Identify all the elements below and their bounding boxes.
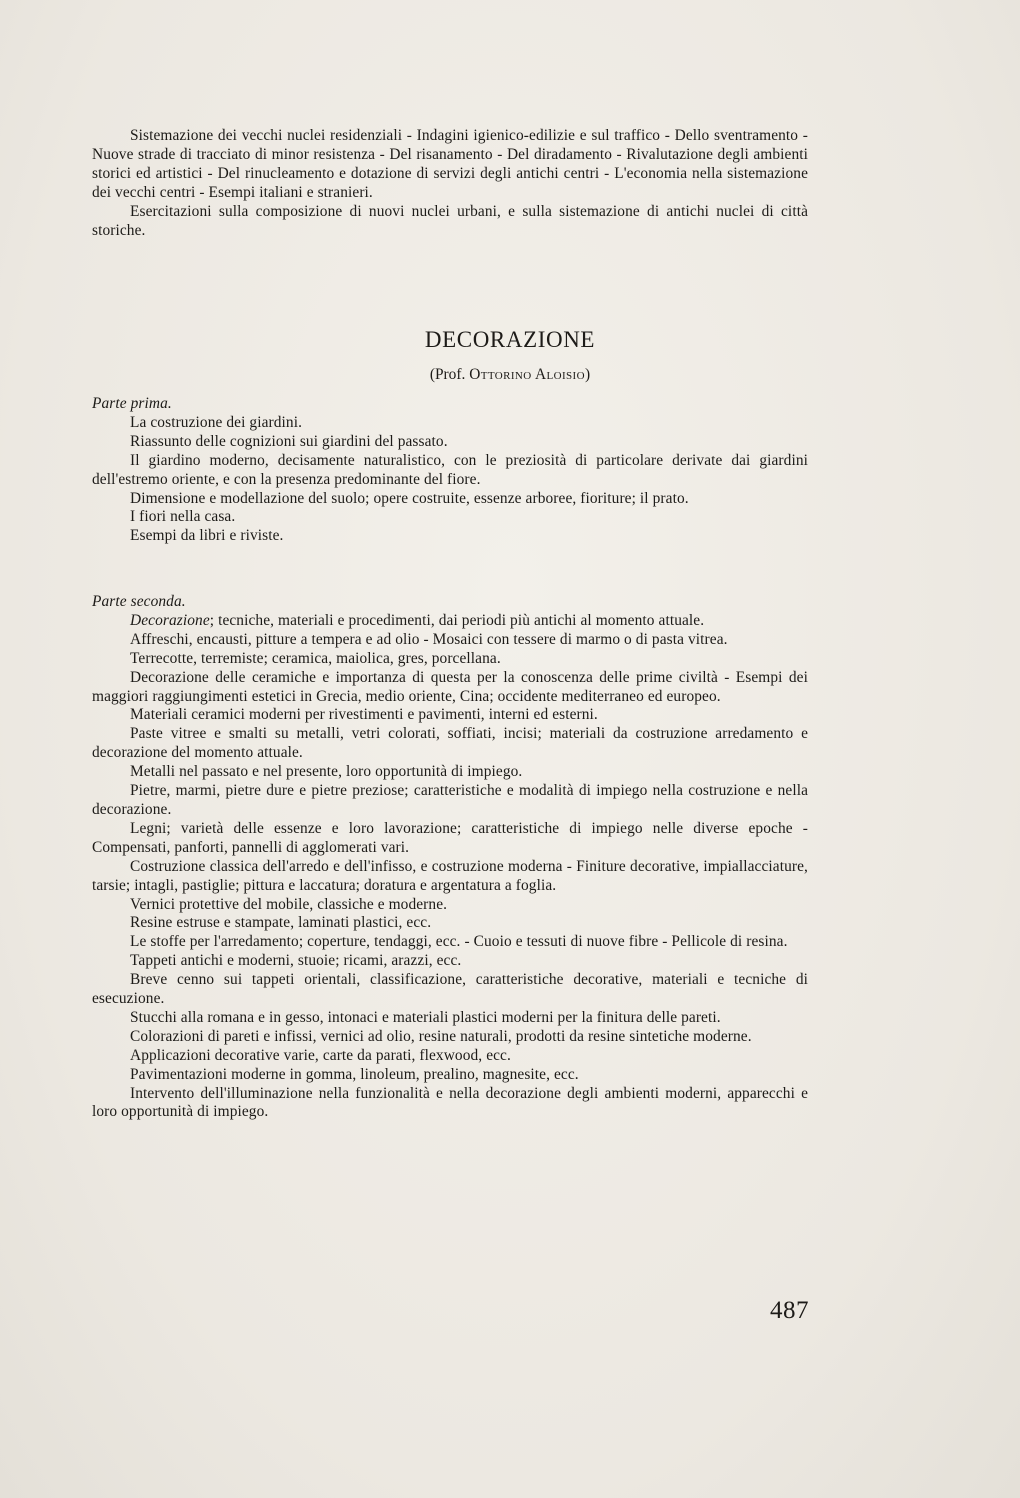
- list-item: Pavimentazioni moderne in gomma, linoleum, prealino, magnesite, ecc.: [130, 1065, 579, 1083]
- list-item: Pietre, marmi, pietre dure e pietre preziose; caratteristiche e modalità di impiego nella costruzione e nella decorazione.: [92, 782, 808, 818]
- list-item: Applicazioni decorative varie, carte da parati, flexwood, ecc.: [130, 1046, 511, 1064]
- list-item: Riassunto delle cognizioni sui giardini del passato.: [130, 432, 448, 450]
- list-item: Le stoffe per l'arredamento; coperture, tendaggi, ecc. - Cuoio e tessuti di nuove fibre - Pellicole di resina.: [130, 933, 788, 951]
- professor-name: Ottorino Aloisio: [469, 366, 585, 383]
- list-item: Paste vitree e smalti su metalli, vetri colorati, soffiati, incisi; materiali da costruzione arredamento e decorazione del momento attuale.: [92, 725, 808, 762]
- intro-text: [92, 127, 808, 240]
- section-title: DECORAZIONE: [424, 327, 596, 352]
- intro-paragraph: Sistemazione dei vecchi nuclei residenziali - Indagini igienico-edilizie e sul traffico - Dello sventramento - Nuove strade di tracciato di minor resistenza - Del risanamento - Del diradamento - Rivalutazione degli ambienti storici ed artistici - Del rinucleamento e dotazione di servizi degli antichi centri - L'economia nella sistemazione dei vecchi centri - Esempi italiani e stranieri.: [92, 127, 808, 201]
- list-item: Legni; varietà delle essenze e loro lavorazione; caratteristiche di impiego nelle diverse epoche - Compensati, panforti, pannelli di agglomerati vari.: [92, 819, 808, 856]
- list-item: Tappeti antichi e moderni, stuoie; ricami, arazzi, ecc.: [130, 952, 462, 970]
- list-item: Il giardino moderno, decisamente naturalistico, con le preziosità di particolare derivate dai giardini dell'estremo oriente, e con la presenza predominante del fiore.: [92, 451, 808, 488]
- list-item: Affreschi, encausti, pitture a tempera e ad olio - Mosaici con tessere di marmo o di pasta vitrea.: [130, 630, 728, 648]
- list-item: Dimensione e modellazione del suolo; opere costruite, essenze arboree, fioriture; il prato.: [130, 489, 689, 507]
- list-item: Colorazioni di pareti e infissi, vernici ad olio, resine naturali, prodotti da resine sintetiche moderne.: [130, 1027, 752, 1045]
- list-item: Intervento dell'illuminazione nella funzionalità e nella decorazione degli ambienti moderni, apparecchi e loro opportunità di impiego.: [92, 1084, 808, 1121]
- list-item: La costruzione dei giardini.: [130, 413, 303, 431]
- part-one-title: Parte prima.: [92, 395, 172, 412]
- professor-line: [0, 366, 1020, 384]
- intro-paragraph: Esercitazioni sulla composizione di nuovi nuclei urbani, e sulla sistemazione di antichi nuclei di città storiche.: [92, 202, 808, 239]
- professor-prefix: (Prof.: [429, 366, 466, 383]
- list-item: Decorazione delle ceramiche e importanza di questa per la conoscenza delle prime civiltà - Esempi dei maggiori raggiungimenti estetici in Grecia, medio oriente, Cina; occidente mediterraneo ed europeo.: [92, 668, 808, 705]
- list-item: Metalli nel passato e nel presente, loro opportunità di impiego.: [130, 763, 523, 781]
- list-item: Vernici protettive del mobile, classiche e moderne.: [130, 895, 448, 913]
- professor-suffix: ): [584, 366, 591, 383]
- list-item: Resine estruse e stampate, laminati plastici, ecc.: [130, 914, 432, 932]
- list-item: Terrecotte, terremiste; ceramica, maiolica, gres, porcellana.: [130, 649, 501, 667]
- lead-term: Decorazione: [130, 611, 210, 629]
- part-two: [92, 593, 808, 1122]
- list-item: I fiori nella casa.: [130, 508, 236, 526]
- list-item: Esempi da libri e riviste.: [130, 527, 284, 545]
- list-item: Stucchi alla romana e in gesso, intonaci e materiali plastici moderni per la finitura delle pareti.: [130, 1008, 721, 1026]
- part-one: [92, 395, 808, 546]
- part-two-title: Parte seconda.: [92, 593, 186, 610]
- part-two-lead: [92, 612, 808, 631]
- list-item: Costruzione classica dell'arredo e dell'infisso, e costruzione moderna - Finiture decorative, impiallacciature, tarsie; intagli, pastiglie; pittura e laccatura; doratura e argentatura a foglia.: [92, 857, 808, 894]
- lead-rest: ; tecniche, materiali e procedimenti, dai periodi più antichi al momento attuale.: [209, 611, 705, 629]
- list-item: Materiali ceramici moderni per rivestimenti e pavimenti, interni ed esterni.: [130, 706, 598, 724]
- page-number: 487: [770, 1297, 809, 1324]
- list-item: Breve cenno sui tappeti orientali, classificazione, caratteristiche decorative, materiali e tecniche di esecuzione.: [92, 971, 808, 1008]
